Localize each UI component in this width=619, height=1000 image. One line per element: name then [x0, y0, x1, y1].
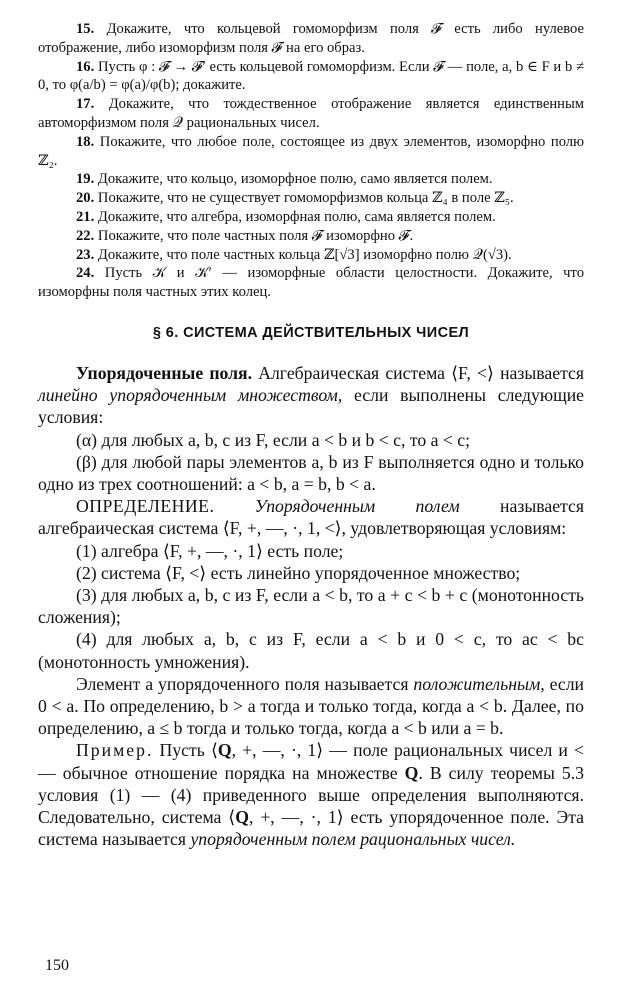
exercise-22 [38, 227, 584, 246]
term-positive: положительным, [413, 673, 545, 694]
rationals-symbol: Q [235, 807, 249, 828]
exercise-number: 18. [76, 133, 95, 150]
exercise-19 [38, 170, 584, 189]
positive-element-paragraph [38, 673, 584, 740]
ordered-fields-paragraph [38, 362, 584, 429]
exercise-text: Докажите, что тождественное отображение является единственным автоморфизмом поля 𝒬 рациональных чисел. [38, 96, 584, 131]
exercise-text: Пусть 𝒦 и 𝒦′ — изоморфные области целостности. Докажите, что изоморфны поля частных этих колец. [38, 265, 585, 301]
exercise-text: Докажите, что поле частных кольца ℤ[√3] изоморфно полю 𝒬(√3). [97, 246, 512, 263]
paragraph-text: , +, —, ·, 1⟩ — поле рациональных чисел и < — обычное отношение порядка на множестве [38, 740, 585, 783]
page-number: 150 [45, 957, 69, 974]
example-label: Пример. [76, 740, 154, 761]
exercise-text: Докажите, что алгебра, изоморфная полю, сама является полем. [97, 208, 496, 225]
exercise-list [38, 20, 584, 302]
exercise-16 [38, 58, 584, 96]
paragraph-text: , +, —, ·, 1⟩ есть упорядоченное поле. Эта система называется [38, 807, 584, 850]
definition-item-1: (1) алгебра ⟨F, +, —, ·, 1⟩ есть поле; [76, 540, 344, 561]
condition-alpha: (α) для любых a, b, c из F, если a < b и b < c, то a < c; [76, 429, 471, 450]
definition-paragraph [38, 495, 584, 539]
example-paragraph [38, 739, 584, 850]
exercise-number: 19. [76, 171, 95, 188]
exercise-24 [38, 264, 584, 302]
rationals-symbol: Q [217, 740, 232, 761]
definition-item-4: (4) для любых a, b, c из F, если a < b и 0 < c, то ac < bc (монотонность умножения). [38, 629, 584, 672]
exercise-number: 21. [76, 208, 95, 225]
term-ordered-field-of-rationals: упорядоченным полем рациональных чисел. [190, 829, 516, 850]
exercise-number: 15. [76, 21, 95, 37]
paragraph-text: если выполнены следующие условия: [38, 385, 585, 428]
exercise-15 [38, 20, 584, 58]
exercise-number: 17. [76, 96, 95, 113]
exercise-18 [38, 133, 584, 171]
page-content [38, 20, 584, 850]
definition-item-3: (3) для любых a, b, c из F, если a < b, то a + c < b + c (монотонность сложения); [38, 584, 584, 628]
exercise-17 [38, 95, 584, 133]
exercise-number: 16. [76, 58, 95, 75]
term-linearly-ordered-set: линейно упорядоченным множеством, [38, 385, 343, 406]
definition-text: называется алгебраическая система ⟨F, +, —, ·, 1, <⟩, удовлетворяющая условиям: [38, 496, 584, 539]
section-heading: § 6. СИСТЕМА ДЕЙСТВИТЕЛЬНЫХ ЧИСЕЛ [152, 324, 470, 341]
exercise-number: 20. [76, 190, 95, 207]
term-ordered-field: Упорядоченным полем [254, 496, 460, 517]
exercise-number: 24. [76, 265, 95, 282]
definition-label: ОПРЕДЕЛЕНИЕ. [76, 496, 215, 517]
exercise-23 [38, 246, 584, 265]
rationals-symbol: Q [404, 762, 419, 783]
paragraph-text: Пусть ⟨ [159, 740, 218, 761]
paragraph-text: если 0 < a. По определению, b > a тогда и только тогда, когда a < b. Далее, по определению, a ≤ b тогда и только тогда, когда a < b или a = b. [38, 673, 585, 739]
exercise-number: 22. [76, 227, 95, 244]
definition-item-2: (2) система ⟨F, <⟩ есть линейно упорядоченное множество; [76, 562, 521, 583]
exercise-text: Докажите, что кольцо, изоморфное полю, само является полем. [97, 171, 493, 188]
exercise-text: Пусть φ : 𝓕 → 𝓕′ есть кольцевой гомоморфизм. Если 𝓕 — поле, a, b ∈ F и b ≠ 0, то φ(a/b) = φ(a)/φ(b); докажите. [38, 58, 584, 94]
paragraph-text: Элемент a упорядоченного поля называется [76, 673, 409, 694]
condition-beta: (β) для любой пары элементов a, b из F выполняется одно и только одно из трех соотношений: a < b, a = b, b < a. [38, 451, 584, 494]
paragraph-title: Упорядоченные поля. [76, 362, 253, 383]
exercise-text: Покажите, что не существует гомоморфизмов кольца ℤ₄ в поле ℤ₅. [97, 190, 514, 207]
exercise-text: Покажите, что любое поле, состоящее из двух элементов, изоморфно полю ℤ₂. [38, 133, 584, 169]
exercise-20 [38, 189, 584, 208]
exercise-text: Докажите, что кольцевой гомоморфизм поля 𝓕 есть либо нулевое отображение, либо изоморфизм поля 𝓕 на его образ. [38, 21, 584, 56]
exercise-text: Покажите, что поле частных поля 𝓕 изоморфно 𝓕. [97, 227, 414, 244]
exercise-21 [38, 208, 584, 227]
paragraph-text: . В силу теоремы 5.3 условия (1) — (4) приведенного выше определения выполняются. Следовательно, система ⟨ [38, 762, 585, 828]
paragraph-text: Алгебраическая система ⟨F, <⟩ называется [258, 362, 585, 383]
exercise-number: 23. [76, 246, 95, 263]
